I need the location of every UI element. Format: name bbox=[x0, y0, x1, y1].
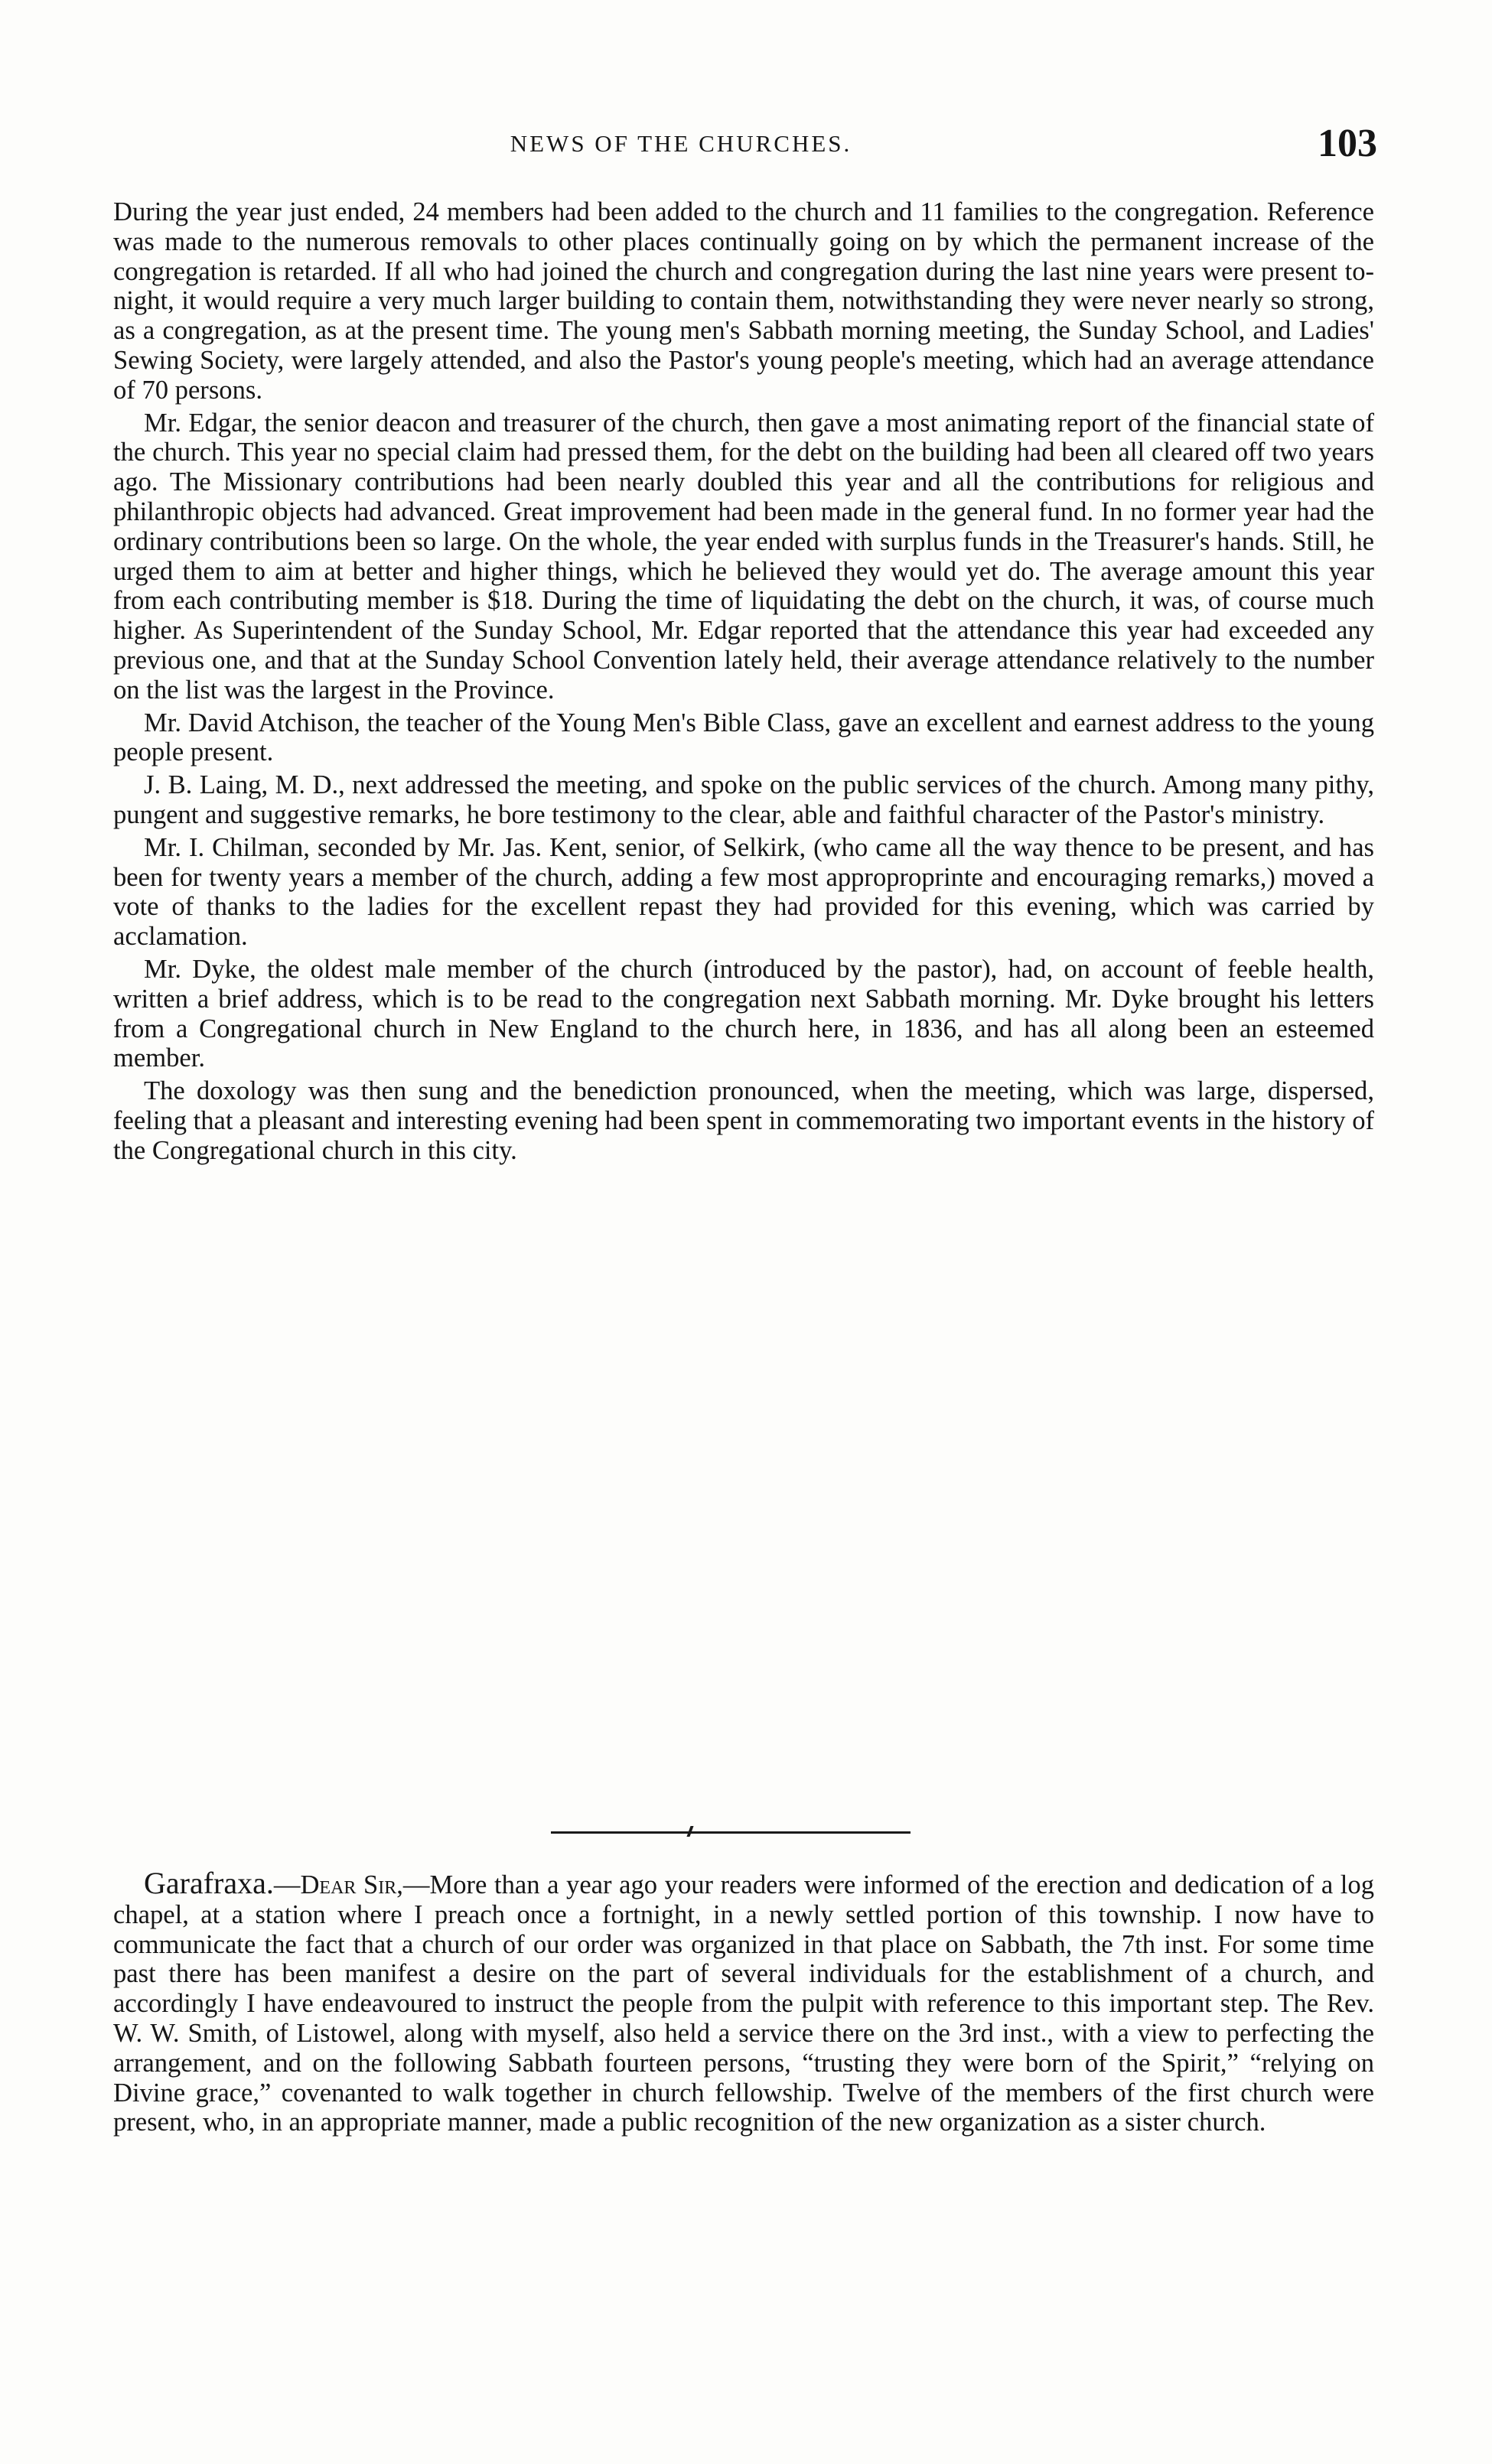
salutation: —Dear Sir,— bbox=[273, 1870, 430, 1899]
letter-text: More than a year ago your readers were informed of the erection and dedication of a log chapel, at a station where I preach once a fortnight, in a newly settled portion of this township. I now have to communicate the fact that a church of our order was organized in that place on Sabbath, the 7th inst. For some time past there has been manifest a desire on the part of several individuals for the establishment of a church, and accordingly I have endeavoured to instruct the people from the pulpit with reference to this important step. The Rev. W. W. Smith, of Listowel, along with myself, also held a service there on the 3rd inst., with a view to perfecting the arrangement, and on the following Sabbath fourteen persons, “trusting they were born of the Spirit,” “relying on Divine grace,” covenanted to walk together in church fellowship. Twelve of the members of the first church were present, who, in an appropriate manner, made a public recognition of the new organization as a sister church. bbox=[113, 1870, 1374, 2137]
letter-body bbox=[113, 1866, 1374, 2140]
running-title: NEWS OF THE CHURCHES. bbox=[510, 130, 852, 157]
paragraph: Mr. Edgar, the senior deacon and treasurer of the church, then gave a most animating report of the financial state of the church. This year no special claim had pressed them, for the debt on the building had been all cleared off two years ago. The Missionary contributions had been nearly doubled this year and all the contributions for religious and philanthropic objects had advanced. Great improvement had been made in the general fund. In no former year had the ordinary contributions been so large. On the whole, the year ended with surplus funds in the Treasurer's hands. Still, he urged them to aim at better and higher things, which he believed they would yet do. The average amount this year from each contributing member is $18. During the time of liquidating the debt on the church, it was, of course much higher. As Superintendent of the Sunday School, Mr. Edgar reported that the attendance this year had exceeded any previous one, and that at the Sunday School Convention lately held, their average attendance relatively to the number on the list was the largest in the Province. bbox=[113, 408, 1374, 705]
paragraph: J. B. Laing, M. D., next addressed the meeting, and spoke on the public services of the church. Among many pithy, pungent and suggestive remarks, he bore testimony to the clear, able and faithful character of the Pastor's ministry. bbox=[113, 770, 1374, 829]
letter-paragraph bbox=[113, 1866, 1374, 2137]
paragraph: The doxology was then sung and the benediction pronounced, when the meeting, which was large, dispersed, feeling that a pleasant and interesting evening had been spent in commemorating two important events in the history of the Congregational church in this city. bbox=[113, 1076, 1374, 1165]
place-name: Garafraxa. bbox=[144, 1866, 274, 1900]
article-body bbox=[113, 197, 1374, 1169]
paragraph: During the year just ended, 24 members had been added to the church and 11 families to the congregation. Reference was made to the numerous removals to other places continually going on by which the permanent increase of the congregation is retarded. If all who had joined the church and congregation during the last nine years were present to-night, it would require a very much larger building to contain them, notwithstanding they were never nearly so strong, as a congregation, as at the present time. The young men's Sabbath morning meeting, the Sunday School, and Ladies' Sewing Society, were largely attended, and also the Pastor's young people's meeting, which had an average attendance of 70 persons. bbox=[113, 197, 1374, 405]
divider-line bbox=[551, 1831, 911, 1834]
running-head bbox=[92, 121, 1377, 167]
paragraph: Mr. Dyke, the oldest male member of the church (introduced by the pastor), had, on account of feeble health, written a brief address, which is to be read to the congregation next Sabbath morning. Mr. Dyke brought his letters from a Congregational church in New England to the church here, in 1836, and has all along been an esteemed member. bbox=[113, 954, 1374, 1073]
paragraph: Mr. David Atchison, the teacher of the Young Men's Bible Class, gave an excellent and earnest address to the young people present. bbox=[113, 708, 1374, 767]
paragraph: Mr. I. Chilman, seconded by Mr. Jas. Kent, senior, of Selkirk, (who came all the way thence to be present, and has been for twenty years a member of the church, adding a few most approproprinte and encouraging remarks,) moved a vote of thanks to the ladies for the excellent repast they had provided for this evening, which was carried by acclamation. bbox=[113, 832, 1374, 952]
page-number: 103 bbox=[1318, 122, 1377, 165]
section-divider bbox=[551, 1824, 911, 1840]
